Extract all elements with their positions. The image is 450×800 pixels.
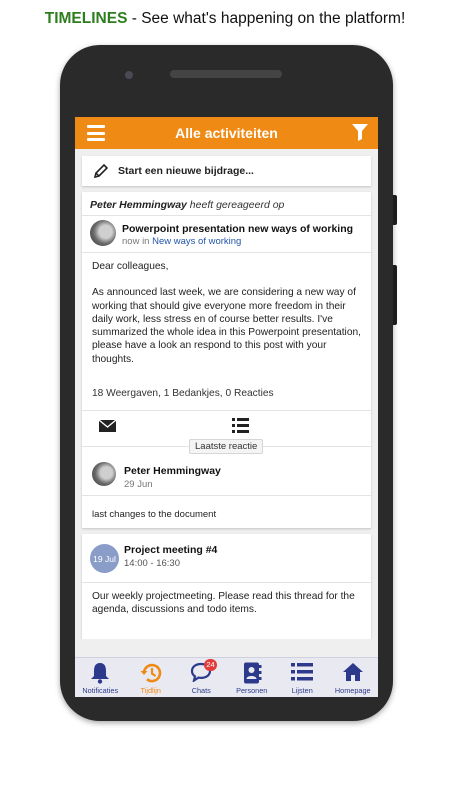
- phone-frame: [60, 45, 393, 721]
- app-title: Alle activiteiten: [175, 125, 278, 141]
- volume-button: [393, 265, 397, 325]
- avatar[interactable]: [92, 462, 116, 486]
- byline-action: heeft gereageerd op: [189, 199, 285, 211]
- latest-reply-label: Laatste reactie: [189, 439, 263, 454]
- mail-icon[interactable]: [99, 420, 116, 432]
- tab-label: Personen: [236, 686, 268, 695]
- tab-label: Lijsten: [291, 686, 313, 695]
- tab-label: Notificaties: [82, 686, 119, 695]
- tab-label: Homepage: [334, 686, 371, 695]
- post-body: [92, 260, 364, 379]
- divider: [82, 410, 371, 411]
- tab-label: Chats: [191, 686, 211, 695]
- tab-tijdlijn[interactable]: [126, 658, 177, 697]
- event-date-badge: 19 Jul: [90, 544, 119, 573]
- event-body: Our weekly projectmeeting. Please read this thread for the agenda, discussions and todo items.: [92, 591, 355, 616]
- side-button: [393, 195, 397, 225]
- list-icon: [291, 662, 313, 682]
- byline-author[interactable]: Peter Hemmingway: [90, 199, 187, 211]
- headline: [0, 10, 450, 28]
- tab-lijsten[interactable]: [277, 658, 328, 697]
- divider: [82, 252, 371, 253]
- event-title[interactable]: Project meeting #4: [124, 544, 218, 556]
- group-link[interactable]: New ways of working: [152, 236, 242, 247]
- activity-post-card[interactable]: [82, 192, 371, 528]
- post-title[interactable]: Powerpoint presentation new ways of working: [122, 223, 354, 235]
- contacts-icon: [242, 662, 262, 684]
- activity-feed[interactable]: [75, 149, 378, 639]
- bottom-tab-bar: [75, 657, 378, 697]
- new-post-label: Start een nieuwe bijdrage...: [118, 165, 254, 177]
- divider: [82, 215, 371, 216]
- post-meta: [122, 236, 241, 247]
- app-screen: [75, 117, 378, 697]
- filter-icon[interactable]: [352, 124, 368, 141]
- headline-brand: TIMELINES: [44, 10, 128, 27]
- speaker-grille: [170, 70, 282, 78]
- tab-personen[interactable]: [227, 658, 278, 697]
- tab-label: Tijdlijn: [140, 686, 161, 695]
- home-icon: [342, 662, 364, 682]
- headline-text: - See what's happening on the platform!: [127, 10, 406, 27]
- post-body-paragraph: Dear colleagues,: [92, 261, 169, 272]
- post-byline: [90, 199, 284, 211]
- tab-chats[interactable]: [176, 658, 227, 697]
- divider: [82, 582, 371, 583]
- comment-text: last changes to the document: [92, 509, 217, 520]
- list-icon[interactable]: [232, 418, 249, 433]
- app-bar: [75, 117, 378, 149]
- new-post-button[interactable]: [82, 156, 371, 186]
- divider: [82, 495, 371, 496]
- post-body-paragraph: As announced last week, we are considering a new way of working that should give everyone more freedom in their daily work, less stress en of course better results. I've summarized the whole idea in this Powerpoint presentation, please have a look an respond to this post with your thoughts.: [92, 287, 361, 365]
- tab-homepage[interactable]: [328, 658, 379, 697]
- avatar[interactable]: [90, 220, 116, 246]
- event-time: 14:00 - 16:30: [124, 558, 180, 569]
- post-stats: 18 Weergaven, 1 Bedankjes, 0 Reacties: [92, 388, 274, 399]
- tab-notificaties[interactable]: [75, 658, 126, 697]
- event-card[interactable]: [82, 534, 371, 639]
- post-time: now in: [122, 236, 153, 247]
- pencil-icon: [94, 164, 108, 178]
- camera-icon: [125, 71, 133, 79]
- history-icon: [140, 662, 162, 684]
- unread-badge: 24: [204, 659, 217, 671]
- comment-date: 29 Jun: [124, 479, 153, 490]
- bell-icon: [90, 662, 110, 684]
- comment-author[interactable]: Peter Hemmingway: [124, 465, 221, 477]
